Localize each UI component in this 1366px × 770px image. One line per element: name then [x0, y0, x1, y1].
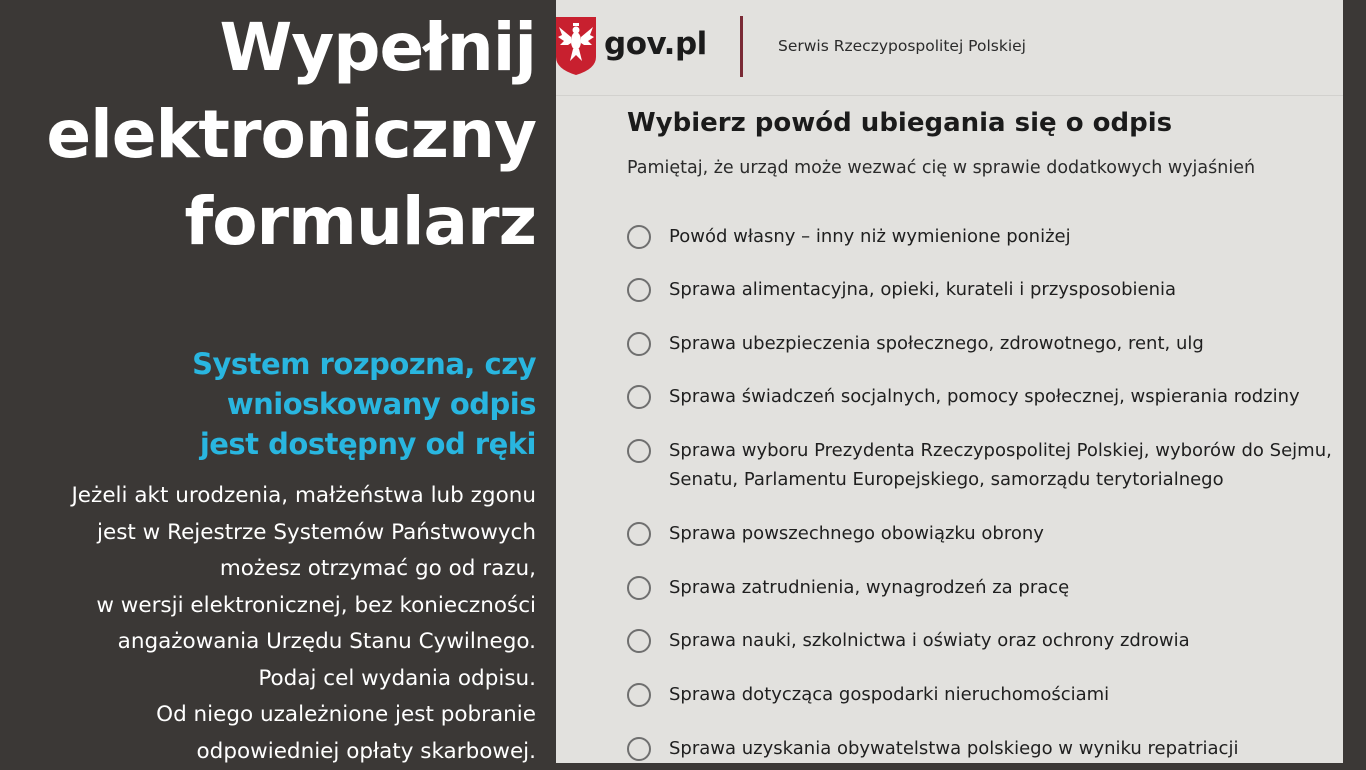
subheadline-line: wnioskowany odpis: [6, 384, 536, 424]
reason-option[interactable]: [627, 736, 1238, 763]
body-line: odpowiedniej opłaty skarbowej.: [0, 734, 536, 770]
option-label: [669, 382, 1300, 411]
reason-option[interactable]: [627, 682, 1109, 709]
option-label-line: Sprawa nauki, szkolnictwa i oświaty oraz ochrony zdrowia: [669, 626, 1190, 655]
body-line: możesz otrzymać go od razu,: [0, 551, 536, 588]
reason-option[interactable]: [627, 628, 1190, 655]
promo-body-text: [0, 478, 536, 770]
body-line: w wersji elektronicznej, bez konieczności: [0, 588, 536, 625]
radio-button[interactable]: [627, 385, 651, 409]
option-label-line: Powód własny – inny niż wymienione poniżej: [669, 222, 1071, 251]
header-divider: [740, 16, 743, 77]
body-line: jest w Rejestrze Systemów Państwowych: [0, 515, 536, 552]
reason-option[interactable]: [627, 277, 1176, 304]
option-label: [669, 680, 1109, 709]
promo-subheadline: [6, 344, 536, 464]
reason-option[interactable]: [627, 438, 1332, 494]
reason-option[interactable]: [627, 331, 1204, 358]
edge-strip: [1343, 0, 1366, 763]
option-label-line: Sprawa dotycząca gospodarki nieruchomościami: [669, 680, 1109, 709]
reason-option[interactable]: [627, 384, 1300, 411]
form-title: Wybierz powód ubiegania się o odpis: [627, 108, 1172, 138]
option-label-line: Sprawa powszechnego obowiązku obrony: [669, 519, 1044, 548]
radio-button[interactable]: [627, 439, 651, 463]
body-line: Od niego uzależnione jest pobranie: [0, 697, 536, 734]
option-label-line: Sprawa ubezpieczenia społecznego, zdrowotnego, rent, ulg: [669, 329, 1204, 358]
site-header: [556, 0, 1343, 96]
radio-button[interactable]: [627, 683, 651, 707]
headline-line: formularz: [0, 178, 536, 265]
option-label: [669, 519, 1044, 548]
radio-button[interactable]: [627, 629, 651, 653]
radio-button[interactable]: [627, 332, 651, 356]
polish-eagle-icon: [556, 17, 596, 75]
body-line: Podaj cel wydania odpisu.: [0, 661, 536, 698]
option-label-line: Sprawa świadczeń socjalnych, pomocy społecznej, wspierania rodziny: [669, 382, 1300, 411]
reason-option[interactable]: [627, 575, 1069, 602]
option-label: [669, 329, 1204, 358]
body-line: angażowania Urzędu Stanu Cywilnego.: [0, 624, 536, 661]
option-label-line: Sprawa uzyskania obywatelstwa polskiego w wyniku repatriacji: [669, 734, 1238, 763]
headline-line: Wypełnij: [0, 4, 536, 91]
form-screenshot: [556, 0, 1343, 763]
headline-line: elektroniczny: [0, 91, 536, 178]
radio-button[interactable]: [627, 225, 651, 249]
radio-button[interactable]: [627, 522, 651, 546]
option-label-line: Sprawa wyboru Prezydenta Rzeczypospolitej Polskiej, wyborów do Sejmu,: [669, 436, 1332, 465]
radio-button[interactable]: [627, 278, 651, 302]
option-label: [669, 734, 1238, 763]
form-hint: Pamiętaj, że urząd może wezwać cię w sprawie dodatkowych wyjaśnień: [627, 158, 1255, 178]
option-label: [669, 573, 1069, 602]
option-label: [669, 436, 1332, 494]
promo-headline: [0, 4, 536, 265]
promo-panel: [0, 0, 556, 763]
option-label: [669, 626, 1190, 655]
option-label-line: Sprawa zatrudnienia, wynagrodzeń za pracę: [669, 573, 1069, 602]
option-label-line: Sprawa alimentacyjna, opieki, kurateli i przysposobienia: [669, 275, 1176, 304]
gov-logo[interactable]: gov.pl: [604, 26, 707, 62]
reason-option[interactable]: [627, 224, 1071, 251]
body-line: Jeżeli akt urodzenia, małżeństwa lub zgonu: [0, 478, 536, 515]
option-label: [669, 222, 1071, 251]
service-name: Serwis Rzeczypospolitej Polskiej: [778, 37, 1026, 55]
subheadline-line: jest dostępny od ręki: [6, 424, 536, 464]
option-label-line: Senatu, Parlamentu Europejskiego, samorządu terytorialnego: [669, 465, 1332, 494]
option-label: [669, 275, 1176, 304]
reason-option[interactable]: [627, 521, 1044, 548]
radio-button[interactable]: [627, 576, 651, 600]
radio-button[interactable]: [627, 737, 651, 761]
subheadline-line: System rozpozna, czy: [6, 344, 536, 384]
